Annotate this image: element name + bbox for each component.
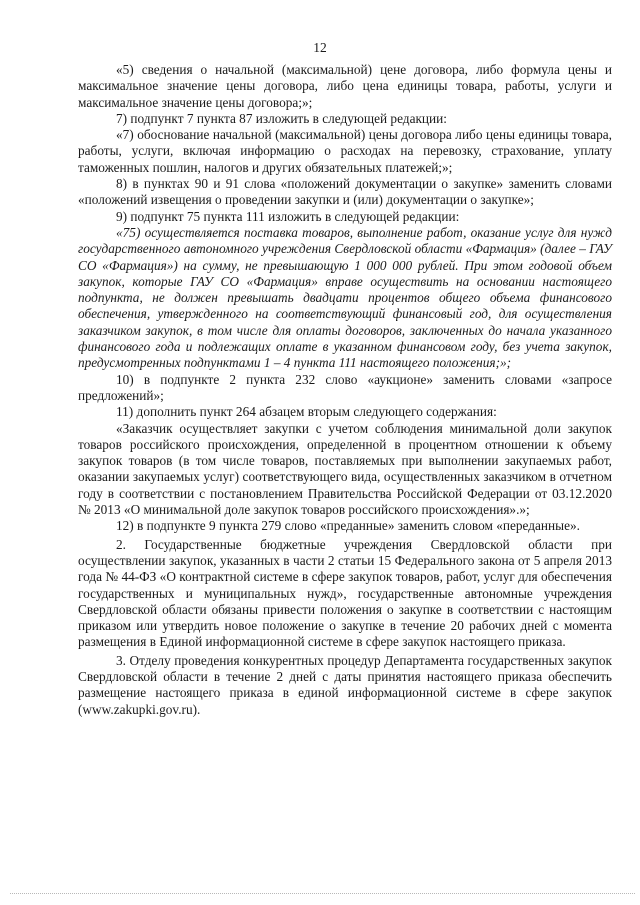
paragraph-item-9-quote: «75) осуществляется поставка товаров, выполнение работ, оказание услуг для нужд государственного автономного учреждения Свердловской области «Фармация» (далее – ГАУ СО «Фармация») на сумму, не превышающую 1 000 000 рублей. При этом годовой объем закупок, которые ГАУ СО «Фармация» вправе осуществить на основании настоящего подпункта, не должен превышать двадцати процентов общего объема финансового обеспечения, утвержденного на соответствующий финансовый год, для осуществления заказчиком закупок, в том числе для оплаты договоров, заключенных до начала указанного финансового года и подлежащих оплате в указанном финансовом году, без учета закупок, предусмотренных подпунктами 1 – 4 пункта 111 настоящего положения;»; [78,224,612,371]
paragraph-item-5-quote: «5) сведения о начальной (максимальной) цене договора, либо формула цены и максимальное значение цены договора, либо цена единицы товара, работы, услуги и максимальное значение цены договора;»; [78,62,612,110]
document-body [78,62,612,718]
paragraph-section-3: 3. Отделу проведения конкурентных процедур Департамента государственных закупок Свердловской области в течение 2 дней с даты принятия настоящего приказа обеспечить размещение настоящего приказа в единой информационной системе в сфере закупок (www.zakupki.gov.ru). [78,652,612,717]
paragraph-item-11: 11) дополнить пункт 264 абзацем вторым следующего содержания: [116,404,497,420]
page-bottom-rule [10,893,635,894]
paragraph-section-2: 2. Государственные бюджетные учреждения Свердловской области при осуществлении закупок, указанных в части 2 статьи 15 Федерального закона от 5 апреля 2013 года № 44-ФЗ «О контрактной системе в сфере закупок товаров, работ, услуг для обеспечения государственных и муниципальных нужд», государственные автономные учреждения Свердловской области обязаны привести положения о закупке в соответствии с настоящим приказом или утвердить новое положение о закупке в течение 20 рабочих дней с момента размещения в Единой информационной системе в сфере закупок настоящего приказа. [78,536,612,650]
page-number: 12 [313,40,327,55]
paragraph-item-9: 9) подпункт 75 пункта 111 изложить в следующей редакции: [116,208,460,224]
paragraph-item-12: 12) в подпункте 9 пункта 279 слово «преданные» заменить словом «переданные». [116,518,580,534]
paragraph-item-7-quote: «7) обоснование начальной (максимальной) цены договора либо цены единицы товара, работы, услуги, включая информацию о расходах на перевозку, страхование, уплату таможенных пошлин, налогов и других обязательных платежей;»; [78,127,612,175]
paragraph-item-10: 10) в подпункте 2 пункта 232 слово «аукционе» заменить словами «запросе предложений»; [78,371,612,403]
paragraph-item-11-quote: «Заказчик осуществляет закупки с учетом соблюдения минимальной доли закупок товаров российского происхождения, определенной в процентном отношении к объему закупок товаров (в том числе товаров, поставляемых при выполнении закупаемых работ, оказании закупаемых услуг) соответствующего вида, осуществленных заказчиком в отчетном году в соответствии с постановлением Правительства Российской Федерации от 03.12.2020 № 2013 «О минимальной доле закупок товаров российского происхождения».»; [78,420,612,518]
paragraph-item-8: 8) в пунктах 90 и 91 слова «положений документации о закупке» заменить словами «положений извещения о проведении закупки и (или) документации о закупке»; [78,176,612,208]
paragraph-item-7: 7) подпункт 7 пункта 87 изложить в следующей редакции: [116,110,447,126]
